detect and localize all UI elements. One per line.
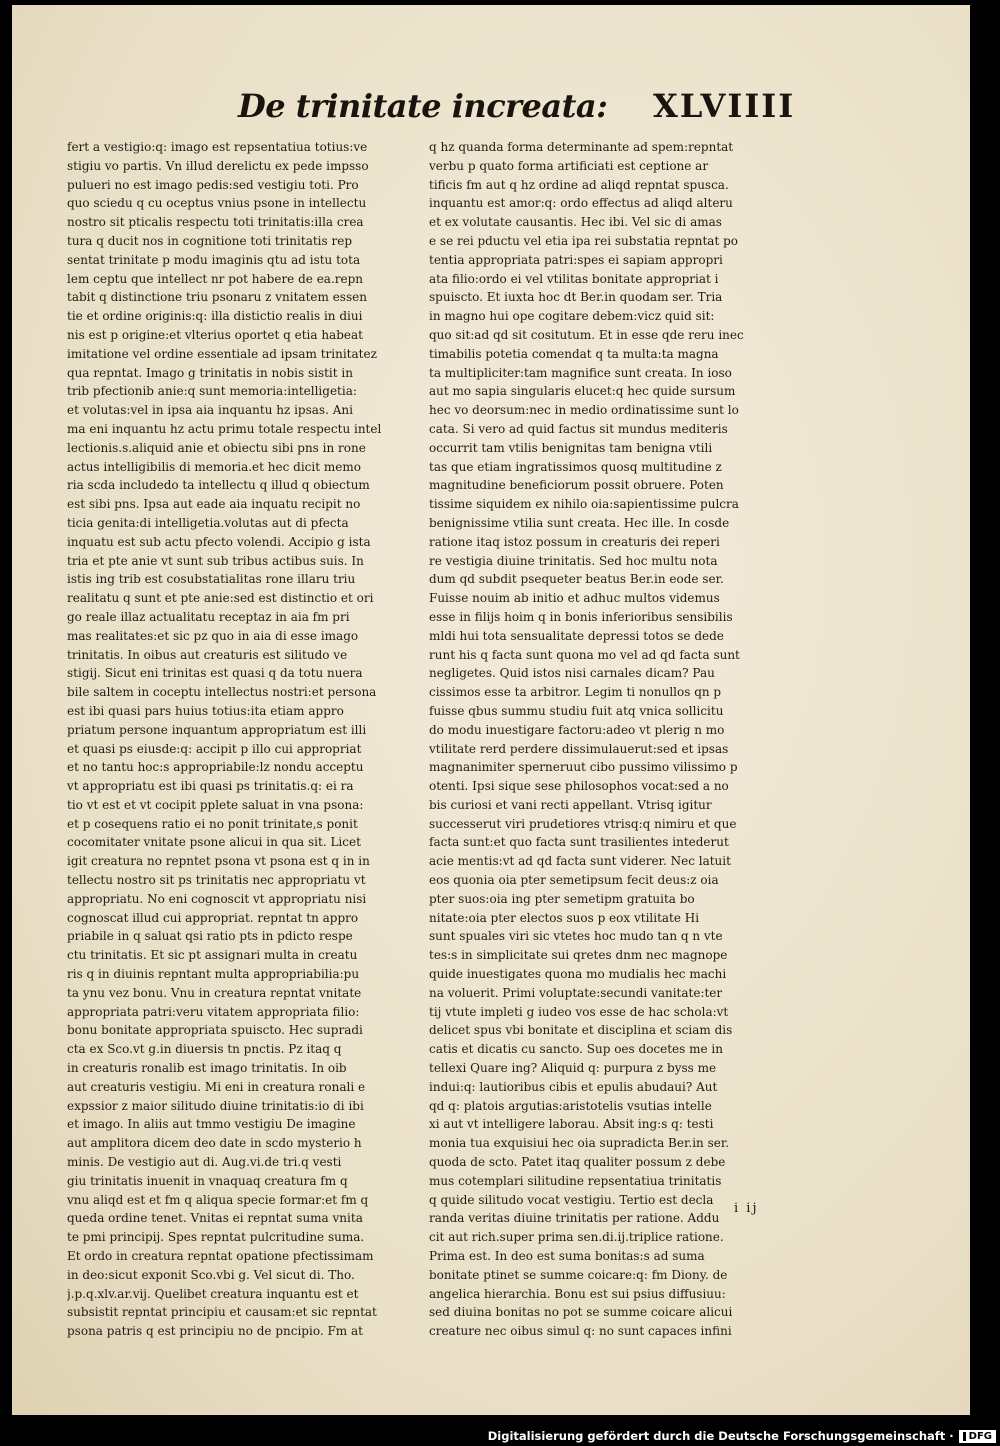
text-line: vt appropriatu est ibi quasi ps trinitatis.q: ei ra <box>67 779 354 794</box>
text-line: tes:s in simplicitate sui qretes dnm nec magnope <box>429 948 728 963</box>
signature-mark: i ij <box>734 1201 759 1216</box>
dfg-logo-mark-icon <box>963 1432 966 1441</box>
text-line: giu trinitatis inuenit in vnaquaq creatura fm q <box>67 1173 348 1188</box>
text-line: vtilitate rerd perdere dissimulauerut:sed et ipsas <box>429 741 729 756</box>
text-line: Et ordo in creatura repntat opatione pfectissimam <box>67 1249 374 1264</box>
text-line: et imago. In aliis aut tmmo vestigiu De imagine <box>67 1117 356 1132</box>
text-line: et no tantu hoc:s appropriabile:lz nondu acceptu <box>67 760 364 775</box>
text-line: benignissime vtilia sunt creata. Hec ille. In cosde <box>429 515 730 530</box>
text-line: est sibi pns. Ipsa aut eade aia inquatu recipit no <box>67 497 361 512</box>
text-line: ata filio:ordo ei vel vtilitas bonitate appropriat i <box>429 271 719 286</box>
text-line: ratione itaq istoz possum in creaturis dei reperi <box>429 534 720 549</box>
text-line: facta sunt:et quo facta sunt trasilientes intederut <box>429 835 729 850</box>
text-line: inquatu est sub actu pfecto volendi. Accipio g ista <box>67 534 371 549</box>
text-line: tas que etiam ingratissimos quosq multitudine z <box>429 459 722 474</box>
text-line: acie mentis:vt ad qd facta sunt viderer. Nec latuit <box>429 854 731 869</box>
text-line: tura q ducit nos in cognitione toti trinitatis rep <box>67 233 352 248</box>
text-line: cit aut rich.super prima sen.di.ij.triplice ratione. <box>429 1230 724 1245</box>
text-line: nitate:oia pter electos suos p eox vtilitate Hi <box>429 910 700 925</box>
text-line: priabile in q saluat qsi ratio pts in pdicto respe <box>67 929 353 944</box>
running-title: De trinitate increata: <box>238 87 608 125</box>
text-line: bile saltem in coceptu intellectus nostri:et persona <box>67 685 377 700</box>
text-line: imitatione vel ordine essentiale ad ipsam trinitatez <box>67 346 377 361</box>
text-line: te pmi principij. Spes repntat pulcritudine suma. <box>67 1230 365 1245</box>
text-line: cissimos esse ta arbitror. Legim ti nonullos qn p <box>429 685 722 700</box>
text-line: sentat trinitate p modu imaginis qtu ad istu tota <box>67 252 361 267</box>
text-line: bonu bonitate appropriata spuiscto. Hec supradi <box>67 1023 363 1038</box>
text-line: sunt spuales viri sic vtetes hoc mudo tan q n vte <box>429 929 723 944</box>
text-line: occurrit tam vtilis benignitas tam benigna vtili <box>429 440 713 455</box>
text-line: stigiu vo partis. Vn illud derelictu ex pede impsso <box>67 158 369 173</box>
book-page <box>12 5 970 1415</box>
right-text-column <box>429 138 781 1341</box>
text-line: bonitate ptinet se summe coicare:q: fm Diony. de <box>429 1267 728 1282</box>
text-line: magnitudine beneficiorum possit obruere. Poten <box>429 478 724 493</box>
text-line: tria et pte anie vt sunt sub tribus actibus suis. In <box>67 553 364 568</box>
text-line: runt his q facta sunt quona mo vel ad qd facta sunt <box>429 647 740 662</box>
text-line: mus cotemplari silitudine repsentatiua trinitatis <box>429 1173 722 1188</box>
text-line: e se rei pductu vel etia ipa rei substatia repntat po <box>429 233 738 248</box>
text-line: ma eni inquantu hz actu primu totale respectu intel <box>67 421 382 436</box>
text-line: magnanimiter sperneruut cibo pussimo vilissimo p <box>429 760 738 775</box>
text-line: delicet spus vbi bonitate et disciplina et sciam dis <box>429 1023 733 1038</box>
text-line: et p cosequens ratio ei no ponit trinitate,s ponit <box>67 816 358 831</box>
text-line: aut creaturis vestigiu. Mi eni in creatura ronali e <box>67 1079 366 1094</box>
text-line: priatum persone inquantum appropriatum est illi <box>67 722 367 737</box>
text-line: pter suos:oia ing pter semetipm gratuita bo <box>429 891 695 906</box>
text-line: realitatu q sunt et pte anie:sed est distinctio et ori <box>67 591 374 606</box>
text-line: et quasi ps eiusde:q: accipit p illo cui appropriat <box>67 741 362 756</box>
text-line: fert a vestigio:q: imago est repsentatiua totius:ve <box>67 140 368 154</box>
text-line: indui:q: lautioribus cibis et epulis abudaui? Aut <box>429 1079 718 1094</box>
text-line: tentia appropriata patri:spes ei sapiam appropri <box>429 252 723 267</box>
text-line: randa veritas diuine trinitatis per ratione. Addu <box>429 1211 720 1226</box>
text-line: q quide silitudo vocat vestigiu. Tertio est decla <box>429 1192 714 1207</box>
text-line: tio vt est et vt cocipit pplete saluat in vna psona: <box>67 797 364 812</box>
text-line: timabilis potetia comendat q ta multa:ta magna <box>429 346 719 361</box>
text-line: aut mo sapia singularis elucet:q hec quide sursum <box>429 384 736 399</box>
text-line: cta ex Sco.vt g.in diuersis tn pnctis. Pz itaq q <box>67 1042 342 1057</box>
text-line: tellexi Quare ing? Aliquid q: purpura z byss me <box>429 1061 717 1076</box>
text-line: otenti. Ipsi sique sese philosophos vocat:sed a no <box>429 779 729 794</box>
text-line: Prima est. In deo est suma bonitas:s ad suma <box>429 1249 705 1264</box>
text-line: tabit q distinctione triu psonaru z vnitatem essen <box>67 290 367 305</box>
text-line: tie et ordine originis:q: illa distictio realis in diui <box>67 309 363 324</box>
text-line: appropriata patri:veru vitatem appropriata filio: <box>67 1004 360 1019</box>
text-line: xi aut vt intelligere laborau. Absit ing:s q: testi <box>429 1117 714 1132</box>
text-line: cata. Si vero ad quid factus sit mundus mediteris <box>429 421 728 436</box>
text-line: subsistit repntat principiu et causam:et sic repntat <box>67 1305 377 1320</box>
text-line: hec vo deorsum:nec in medio ordinatissime sunt lo <box>429 403 739 418</box>
text-line: successerut viri prudetiores vtrisq:q nimiru et que <box>429 816 737 831</box>
text-line: q hz quanda forma determinante ad spem:repntat <box>429 140 734 154</box>
text-line: catis et dicatis cu sancto. Sup oes docetes me in <box>429 1042 723 1057</box>
text-line: sed diuina bonitas no pot se summe coicare alicui <box>429 1305 733 1320</box>
text-line: nostro sit pticalis respectu toti trinitatis:illa crea <box>67 215 364 230</box>
text-line: verbu p quato forma artificiati est ceptione ar <box>429 158 709 173</box>
text-line: lem ceptu que intellect nr pot habere de ea.repn <box>67 271 364 286</box>
text-line: tij vtute impleti g iudeo vos esse de hac schola:vt <box>429 1004 729 1019</box>
text-line: in creaturis ronalib est imago trinitatis. In oib <box>67 1061 347 1076</box>
text-line: re vestigia diuine trinitatis. Sed hoc multu nota <box>429 553 718 568</box>
text-line: nis est p origine:et vlterius oportet q etia habeat <box>67 327 363 342</box>
text-line: qua repntat. Imago g trinitatis in nobis sistit in <box>67 365 353 380</box>
text-line: mas realitates:et sic pz quo in aia di esse imago <box>67 628 359 643</box>
dfg-logo <box>959 1430 996 1443</box>
text-line: negligetes. Quid istos nisi carnales dicam? Pau <box>429 666 715 681</box>
text-line: igit creatura no repntet psona vt psona est q in in <box>67 854 370 869</box>
text-line: quide inuestigates quona mo mudialis hec machi <box>429 967 727 982</box>
text-line: istis ing trib est cosubstatialitas rone illaru triu <box>67 572 356 587</box>
text-line: cognoscat illud cui appropriat. repntat tn appro <box>67 910 359 925</box>
text-line: trib pfectionib anie:q sunt memoria:intelligetia: <box>67 384 357 399</box>
text-line: minis. De vestigio aut di. Aug.vi.de tri.q vesti <box>67 1155 342 1170</box>
text-line: psona patris q est principiu no de pncipio. Fm at <box>67 1324 363 1339</box>
text-line: trinitatis. In oibus aut creaturis est silitudo ve <box>67 647 348 662</box>
text-line: et ex volutate causantis. Hec ibi. Vel sic di amas <box>429 215 722 230</box>
text-line: mldi hui tota sensualitate depressi totos se dede <box>429 628 724 643</box>
text-line: bis curiosi et vani recti appellant. Vtrisq igitur <box>429 797 712 812</box>
text-line: actus intelligibilis di memoria.et hec dicit memo <box>67 459 361 474</box>
dfg-logo-label: DFG <box>968 1430 992 1442</box>
text-line: quoda de scto. Patet itaq qualiter possum z debe <box>429 1155 726 1170</box>
text-line: monia tua exquisiui hec oia supradicta Ber.in ser. <box>429 1136 730 1151</box>
text-line: creature nec oibus simul q: no sunt capaces infini <box>429 1324 732 1339</box>
text-line: quo sciedu q cu oceptus vnius psone in intellectu <box>67 196 367 211</box>
text-line: aut amplitora dicem deo date in scdo mysterio h <box>67 1136 362 1151</box>
text-line: fuisse qbus summu studiu fuit atq vnica sollicitu <box>429 703 724 718</box>
funding-notice: Digitalisierung gefördert durch die Deutsche Forschungsgemeinschaft · <box>487 1429 954 1443</box>
text-line: eos quonia oia pter semetipsum fecit deus:z oia <box>429 873 719 888</box>
text-line: j.p.q.xlv.ar.vij. Quelibet creatura inquantu est et <box>67 1286 359 1301</box>
digitization-footer <box>487 1426 1000 1446</box>
text-line: pulueri no est imago pedis:sed vestigiu toti. Pro <box>67 177 359 192</box>
left-text-column <box>67 138 415 1341</box>
text-line: lectionis.s.aliquid anie et obiectu sibi pns in rone <box>67 440 366 455</box>
text-line: tificis fm aut q hz ordine ad aliqd repntat spusca. <box>429 177 729 192</box>
text-line: angelica hierarchia. Bonu est sui psius diffusiuu: <box>429 1286 726 1301</box>
text-line: dum qd subdit psequeter beatus Ber.in eode ser. <box>429 572 724 587</box>
text-line: ticia genita:di intelligetia.volutas aut di pfecta <box>67 515 349 530</box>
text-line: ta multipliciter:tam magnifice sunt creata. In ioso <box>429 365 732 380</box>
text-line: do modu inuestigare factoru:adeo vt plerig n mo <box>429 722 725 737</box>
text-line: ta ynu vez bonu. Vnu in creatura repntat vnitate <box>67 985 362 1000</box>
text-line: qd q: platois argutias:aristotelis vsutias intelle <box>429 1098 712 1113</box>
text-line: appropriatu. No eni cognoscit vt appropriatu nisi <box>67 891 367 906</box>
text-line: expssior z maior silitudo diuine trinitatis:io di ibi <box>67 1098 364 1113</box>
text-line: esse in filijs hoim q in bonis inferioribus sensibilis <box>429 609 733 624</box>
text-line: quo sit:ad qd sit cositutum. Et in esse qde reru inec <box>429 327 744 342</box>
text-line: vnu aliqd est et fm q aliqua specie formar:et fm q <box>67 1192 369 1207</box>
text-line: tellectu nostro sit ps trinitatis nec appropriatu vt <box>67 873 366 888</box>
text-line: cocomitater vnitate psone alicui in qua sit. Licet <box>67 835 361 850</box>
text-line: ris q in diuinis repntant multa appropriabilia:pu <box>67 967 360 982</box>
text-line: queda ordine tenet. Vnitas ei repntat suma vnita <box>67 1211 363 1226</box>
text-line: et volutas:vel in ipsa aia inquantu hz ipsas. Ani <box>67 403 353 418</box>
text-line: na voluerit. Primi voluptate:secundi vanitate:ter <box>429 985 723 1000</box>
text-line: est ibi quasi pars huius totius:ita etiam appro <box>67 703 344 718</box>
text-line: spuiscto. Et iuxta hoc dt Ber.in quodam ser. Tria <box>429 290 723 305</box>
text-line: inquantu est amor:q: ordo effectus ad aliqd alteru <box>429 196 733 211</box>
text-line: ctu trinitatis. Et sic pt assignari multa in creatu <box>67 948 358 963</box>
text-line: stigij. Sicut eni trinitas est quasi q da totu nuera <box>67 666 363 681</box>
text-line: tissime siquidem ex nihilo oia:sapientissime pulcra <box>429 497 739 512</box>
text-line: ria scda includedo ta intellectu q illud q obiectum <box>67 478 370 493</box>
text-line: Fuisse nouim ab initio et adhuc multos videmus <box>429 591 720 606</box>
text-line: in deo:sicut exponit Sco.vbi g. Vel sicut di. Tho. <box>67 1267 355 1282</box>
text-line: in magno hui ope cogitare debem:vicz quid sit: <box>429 309 715 324</box>
text-line: go reale illaz actualitatu receptaz in aia fm pri <box>67 609 350 624</box>
folio-number: XLVIIII <box>653 87 796 125</box>
